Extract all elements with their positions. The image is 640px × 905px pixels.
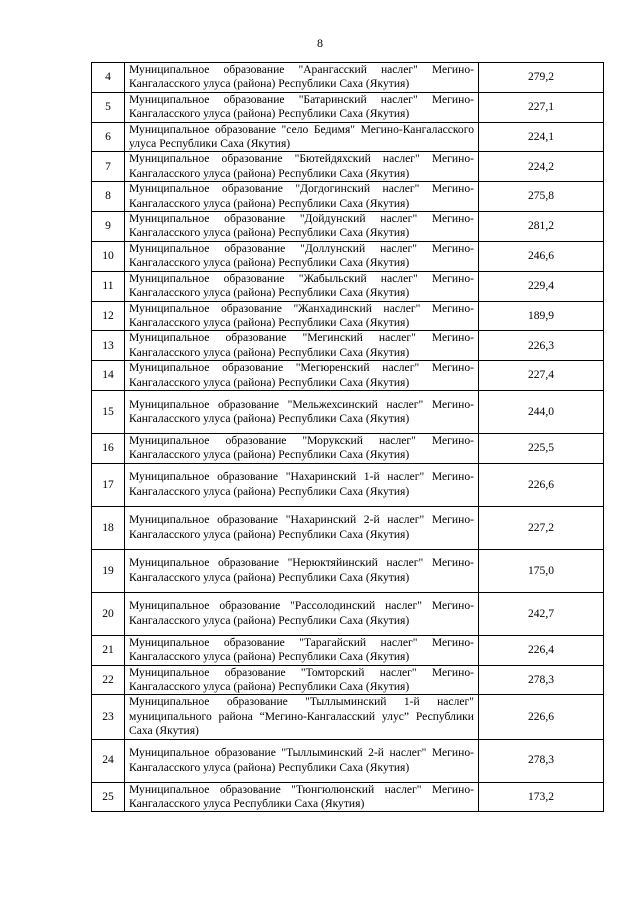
table-row [92, 506, 604, 549]
municipalities-table [91, 62, 604, 812]
municipality-name: Муниципальное образование "Тыллыминский 1-й наслег" муниципального района “Мегино-Кангаласский улус” Республики Саха (Якутия) [125, 695, 479, 739]
municipality-name: Муниципальное образование "Тарагайский наслег" Мегино-Кангаласского улуса (района) Республики Саха (Якутия) [125, 635, 479, 665]
table-row [92, 63, 604, 93]
row-value: 225,5 [479, 433, 604, 463]
row-number: 17 [92, 463, 125, 506]
row-value: 246,6 [479, 241, 604, 271]
row-value: 173,2 [479, 782, 604, 812]
municipality-name: Муниципальное образование "Тыллыминский 2-й наслег" Мегино-Кангаласского улуса (района) Республики Саха (Якутия) [125, 739, 479, 782]
row-value: 227,4 [479, 361, 604, 391]
row-number: 4 [92, 63, 125, 93]
row-value: 224,2 [479, 152, 604, 182]
table-row [92, 739, 604, 782]
table-row [92, 695, 604, 739]
row-number: 23 [92, 695, 125, 739]
municipality-name: Муниципальное образование "Тюнгюлюнский наслег" Мегино-Кангаласского улуса Республики Саха (Якутия) [125, 782, 479, 812]
municipality-name: Муниципальное образование "Жанхадинский наслег" Мегино-Кангаласского улуса (района) Республики Саха (Якутия) [125, 301, 479, 331]
municipality-name: Муниципальное образование "Мельжехсинский наслег" Мегино-Кангаласского улуса (района) Республики Саха (Якутия) [125, 390, 479, 433]
row-number: 9 [92, 212, 125, 242]
row-number: 18 [92, 506, 125, 549]
row-value: 229,4 [479, 271, 604, 301]
row-number: 25 [92, 782, 125, 812]
row-number: 21 [92, 635, 125, 665]
row-value: 224,1 [479, 122, 604, 152]
row-number: 8 [92, 182, 125, 212]
row-value: 175,0 [479, 549, 604, 592]
municipality-name: Муниципальное образование "Арангасский наслег" Мегино-Кангаласского улуса (района) Республики Саха (Якутия) [125, 63, 479, 93]
table-row [92, 92, 604, 122]
row-value: 242,7 [479, 592, 604, 635]
row-value: 189,9 [479, 301, 604, 331]
row-number: 13 [92, 331, 125, 361]
table-row [92, 635, 604, 665]
row-number: 11 [92, 271, 125, 301]
table-row [92, 592, 604, 635]
table-row [92, 331, 604, 361]
row-number: 20 [92, 592, 125, 635]
municipality-name: Муниципальное образование "Томторский наслег" Мегино-Кангаласского улуса (района) Республики Саха (Якутия) [125, 665, 479, 695]
row-number: 14 [92, 361, 125, 391]
municipality-name: Муниципальное образование "Догдогинский наслег" Мегино-Кангаласского улуса (района) Республики Саха (Якутия) [125, 182, 479, 212]
row-number: 5 [92, 92, 125, 122]
row-value: 279,2 [479, 63, 604, 93]
row-number: 24 [92, 739, 125, 782]
municipality-name: Муниципальное образование "Жабыльский наслег" Мегино-Кангаласского улуса (района) Республики Саха (Якутия) [125, 271, 479, 301]
row-value: 226,6 [479, 463, 604, 506]
table-row [92, 301, 604, 331]
row-value: 275,8 [479, 182, 604, 212]
row-value: 227,2 [479, 506, 604, 549]
table-row [92, 433, 604, 463]
row-number: 7 [92, 152, 125, 182]
row-number: 19 [92, 549, 125, 592]
table-row [92, 361, 604, 391]
row-value: 226,4 [479, 635, 604, 665]
table-row [92, 463, 604, 506]
row-value: 278,3 [479, 739, 604, 782]
municipality-name: Муниципальное образование "Мегинский наслег" Мегино-Кангаласского улуса (района) Республики Саха (Якутия) [125, 331, 479, 361]
table-row [92, 241, 604, 271]
table-row [92, 212, 604, 242]
table-row [92, 182, 604, 212]
table-row [92, 782, 604, 812]
row-number: 15 [92, 390, 125, 433]
municipality-name: Муниципальное образование "Рассолодинский наслег" Мегино-Кангаласского улуса (района) Республики Саха (Якутия) [125, 592, 479, 635]
table-body [92, 63, 604, 812]
municipality-name: Муниципальное образование "Нахаринский 2-й наслег" Мегино-Кангаласского улуса (района) Республики Саха (Якутия) [125, 506, 479, 549]
municipality-name: Муниципальное образование "Нерюктяйинский наслег" Мегино-Кангаласского улуса (района) Республики Саха (Якутия) [125, 549, 479, 592]
row-value: 226,3 [479, 331, 604, 361]
municipality-name: Муниципальное образование "Батаринский наслег" Мегино-Кангаласского улуса (района) Республики Саха (Якутия) [125, 92, 479, 122]
municipality-name: Муниципальное образование "Мегюренский наслег" Мегино-Кангаласского улуса (района) Республики Саха (Якутия) [125, 361, 479, 391]
row-value: 278,3 [479, 665, 604, 695]
table-row [92, 152, 604, 182]
table-row [92, 122, 604, 152]
municipality-name: Муниципальное образование "Морукский наслег" Мегино-Кангаласского улуса (района) Республики Саха (Якутия) [125, 433, 479, 463]
municipality-name: Муниципальное образование "Бютейдяхский наслег" Мегино-Кангаласского улуса (района) Республики Саха (Якутия) [125, 152, 479, 182]
page-number: 8 [317, 36, 323, 50]
row-number: 12 [92, 301, 125, 331]
municipality-name: Муниципальное образование "Нахаринский 1-й наслег" Мегино-Кангаласского улуса (района) Республики Саха (Якутия) [125, 463, 479, 506]
table-row [92, 665, 604, 695]
municipality-name: Муниципальное образование "село Бедимя" Мегино-Кангаласского улуса Республики Саха (Якутия) [125, 122, 479, 152]
table-row [92, 271, 604, 301]
municipality-name: Муниципальное образование "Дойдунский наслег" Мегино-Кангаласского улуса (района) Республики Саха (Якутия) [125, 212, 479, 242]
municipality-name: Муниципальное образование "Доллунский наслег" Мегино-Кангаласского улуса (района) Республики Саха (Якутия) [125, 241, 479, 271]
row-number: 10 [92, 241, 125, 271]
row-value: 226,6 [479, 695, 604, 739]
row-value: 244,0 [479, 390, 604, 433]
row-number: 6 [92, 122, 125, 152]
row-value: 281,2 [479, 212, 604, 242]
row-value: 227,1 [479, 92, 604, 122]
row-number: 22 [92, 665, 125, 695]
table-row [92, 390, 604, 433]
table-row [92, 549, 604, 592]
row-number: 16 [92, 433, 125, 463]
